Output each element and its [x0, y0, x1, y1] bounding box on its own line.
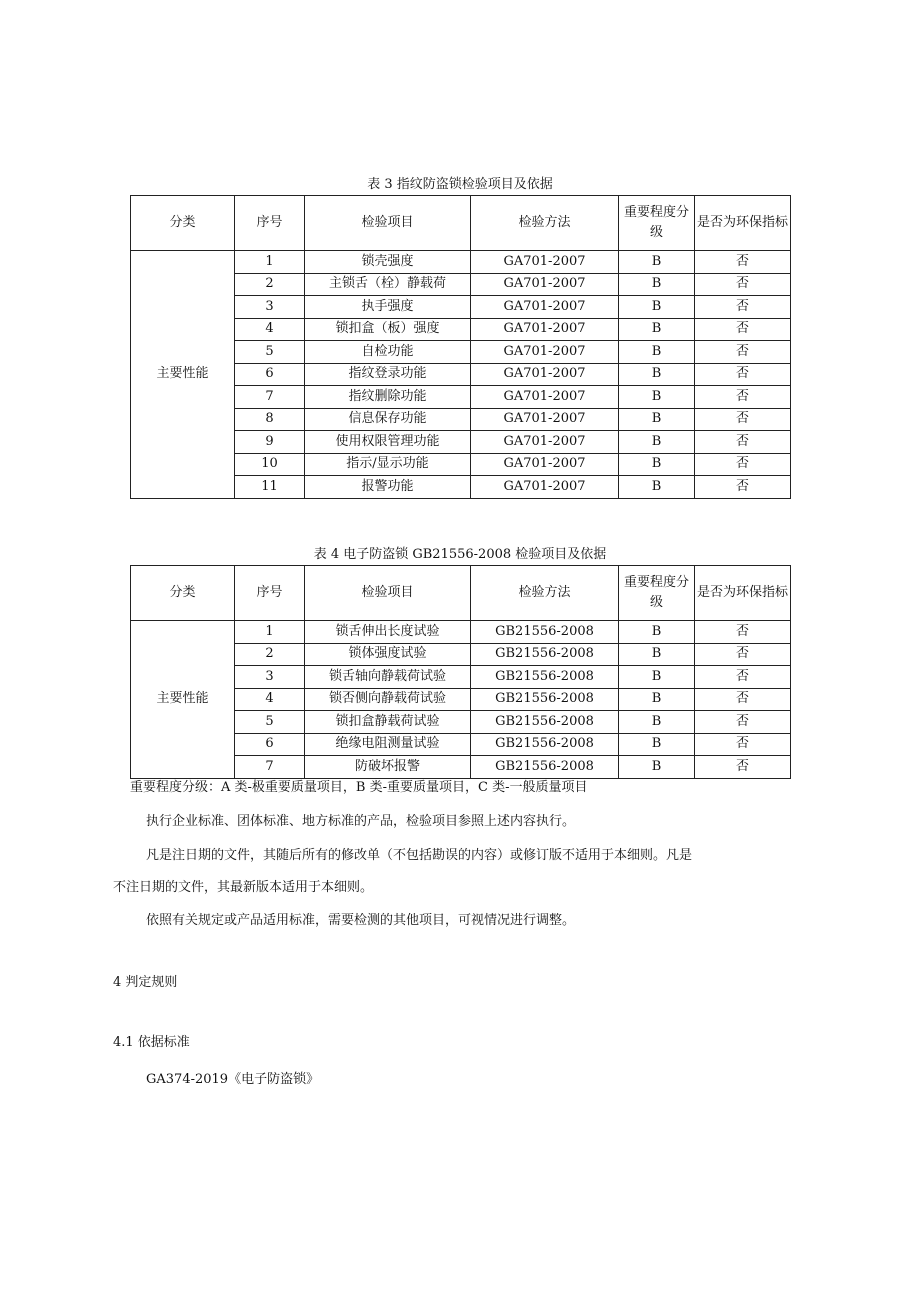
table4-header-row: [131, 566, 791, 621]
row-eco: 否: [695, 688, 791, 711]
row-item: 锁扣盒（板）强度: [305, 318, 471, 341]
row-index: 3: [235, 666, 305, 689]
row-method: GA701-2007: [471, 363, 619, 386]
row-eco: 否: [695, 296, 791, 319]
row-method: GA701-2007: [471, 386, 619, 409]
row-item: 自检功能: [305, 341, 471, 364]
row-index: 7: [235, 386, 305, 409]
row-eco: 否: [695, 453, 791, 476]
row-item: 执手强度: [305, 296, 471, 319]
row-eco: 否: [695, 363, 791, 386]
row-method: GB21556-2008: [471, 621, 619, 644]
row-method: GA701-2007: [471, 273, 619, 296]
adjust-paragraph: 依照有关规定或产品适用标准，需要检测的其他项目，可视情况进行调整。: [146, 913, 576, 928]
row-method: GB21556-2008: [471, 643, 619, 666]
row-grade: B: [619, 688, 695, 711]
row-item: 防破坏报警: [305, 756, 471, 779]
subsection-heading: 4.1 依据标准: [113, 1035, 190, 1050]
row-grade: B: [619, 386, 695, 409]
table4: [130, 565, 791, 779]
row-method: GA701-2007: [471, 408, 619, 431]
table4-caption: 表 4 电子防盗锁 GB21556-2008 检验项目及依据: [313, 547, 607, 562]
row-item: 锁扣盒静载荷试验: [305, 711, 471, 734]
row-eco: 否: [695, 273, 791, 296]
row-grade: B: [619, 296, 695, 319]
category-cell: 主要性能: [131, 621, 235, 779]
row-eco: 否: [695, 756, 791, 779]
dated-docs-paragraph-line2: 不注日期的文件，其最新版本适用于本细则。: [113, 880, 374, 895]
row-index: 7: [235, 756, 305, 779]
table3-caption: 表 3 指纹防盗锁检验项目及依据: [367, 177, 553, 192]
row-item: 指示/显示功能: [305, 453, 471, 476]
row-eco: 否: [695, 621, 791, 644]
row-item: 指纹登录功能: [305, 363, 471, 386]
row-index: 3: [235, 296, 305, 319]
row-method: GA701-2007: [471, 296, 619, 319]
table3-header-row: [131, 196, 791, 251]
row-eco: 否: [695, 476, 791, 499]
row-index: 8: [235, 408, 305, 431]
category-cell: 主要性能: [131, 251, 235, 499]
row-eco: 否: [695, 386, 791, 409]
row-item: 锁体强度试验: [305, 643, 471, 666]
row-item: 锁舌伸出长度试验: [305, 621, 471, 644]
row-item: 报警功能: [305, 476, 471, 499]
header-item: 检验项目: [305, 566, 471, 621]
row-index: 1: [235, 621, 305, 644]
row-index: 4: [235, 318, 305, 341]
row-item: 主锁舌（栓）静载荷: [305, 273, 471, 296]
row-eco: 否: [695, 711, 791, 734]
row-item: 锁否侧向静载荷试验: [305, 688, 471, 711]
row-eco: 否: [695, 733, 791, 756]
header-category: 分类: [131, 196, 235, 251]
row-item: 锁壳强度: [305, 251, 471, 274]
row-method: GB21556-2008: [471, 688, 619, 711]
header-index: 序号: [235, 566, 305, 621]
row-index: 4: [235, 688, 305, 711]
row-grade: B: [619, 756, 695, 779]
table-row: [131, 621, 791, 644]
dated-docs-paragraph-line1: 凡是注日期的文件，其随后所有的修改单（不包括勘误的内容）或修订版不适用于本细则。凡是: [146, 848, 693, 863]
row-index: 10: [235, 453, 305, 476]
row-index: 5: [235, 711, 305, 734]
row-grade: B: [619, 408, 695, 431]
header-category: 分类: [131, 566, 235, 621]
row-index: 6: [235, 363, 305, 386]
row-eco: 否: [695, 251, 791, 274]
row-method: GA701-2007: [471, 318, 619, 341]
row-index: 2: [235, 643, 305, 666]
row-grade: B: [619, 643, 695, 666]
row-grade: B: [619, 733, 695, 756]
reference-standard: GA374-2019《电子防盗锁》: [146, 1072, 320, 1087]
row-grade: B: [619, 251, 695, 274]
row-eco: 否: [695, 408, 791, 431]
header-eco: 是否为环保指标: [695, 566, 791, 621]
row-eco: 否: [695, 318, 791, 341]
row-method: GB21556-2008: [471, 733, 619, 756]
row-index: 11: [235, 476, 305, 499]
header-importance: 重要程度分级: [619, 196, 695, 251]
row-eco: 否: [695, 643, 791, 666]
header-item: 检验项目: [305, 196, 471, 251]
row-index: 9: [235, 431, 305, 454]
row-method: GA701-2007: [471, 251, 619, 274]
row-grade: B: [619, 476, 695, 499]
header-method: 检验方法: [471, 196, 619, 251]
row-method: GB21556-2008: [471, 756, 619, 779]
row-index: 5: [235, 341, 305, 364]
header-eco: 是否为环保指标: [695, 196, 791, 251]
header-method: 检验方法: [471, 566, 619, 621]
header-index: 序号: [235, 196, 305, 251]
row-item: 使用权限管理功能: [305, 431, 471, 454]
row-grade: B: [619, 711, 695, 734]
row-grade: B: [619, 318, 695, 341]
row-eco: 否: [695, 431, 791, 454]
row-index: 2: [235, 273, 305, 296]
row-item: 信息保存功能: [305, 408, 471, 431]
row-eco: 否: [695, 341, 791, 364]
row-method: GA701-2007: [471, 476, 619, 499]
row-method: GB21556-2008: [471, 711, 619, 734]
row-index: 1: [235, 251, 305, 274]
row-grade: B: [619, 273, 695, 296]
row-item: 锁舌轴向静载荷试验: [305, 666, 471, 689]
row-method: GA701-2007: [471, 453, 619, 476]
row-grade: B: [619, 363, 695, 386]
row-item: 指纹删除功能: [305, 386, 471, 409]
row-method: GA701-2007: [471, 341, 619, 364]
standards-paragraph: 执行企业标准、团体标准、地方标准的产品，检验项目参照上述内容执行。: [146, 814, 576, 829]
row-method: GA701-2007: [471, 431, 619, 454]
row-index: 6: [235, 733, 305, 756]
table3: [130, 195, 791, 499]
row-item: 绝缘电阻测量试验: [305, 733, 471, 756]
header-importance: 重要程度分级: [619, 566, 695, 621]
row-grade: B: [619, 666, 695, 689]
row-eco: 否: [695, 666, 791, 689]
table-row: [131, 251, 791, 274]
row-grade: B: [619, 341, 695, 364]
row-grade: B: [619, 621, 695, 644]
row-grade: B: [619, 453, 695, 476]
row-grade: B: [619, 431, 695, 454]
grading-note: 重要程度分级：A 类-极重要质量项目，B 类-重要质量项目，C 类-一般质量项目: [130, 780, 588, 795]
section-heading: 4 判定规则: [113, 975, 178, 990]
row-method: GB21556-2008: [471, 666, 619, 689]
